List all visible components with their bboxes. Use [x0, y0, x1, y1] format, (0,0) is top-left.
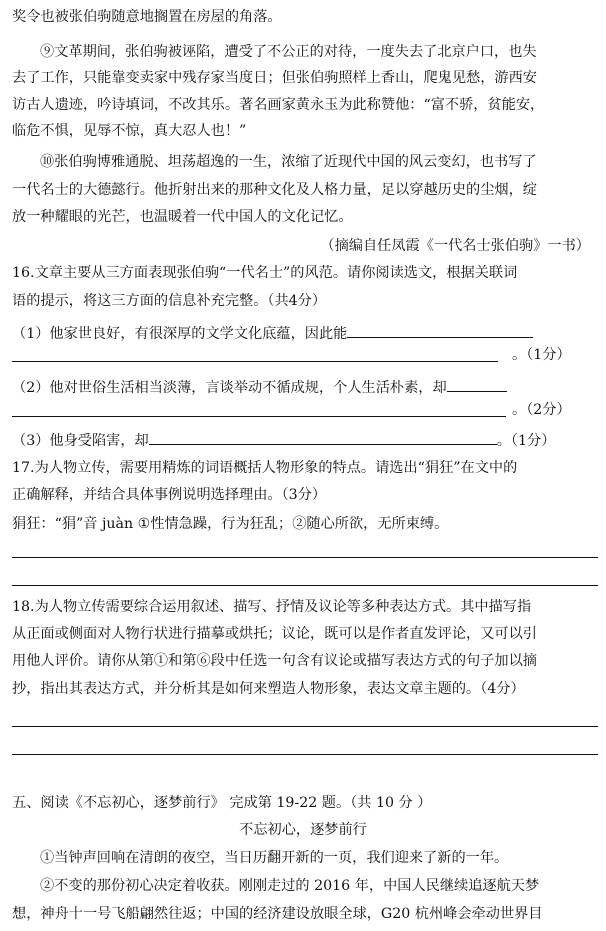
- question-17-stem: 17.为人物立传，需要用精炼的词语概括人物形象的特点。请选出“狷狂”在文中的: [12, 460, 518, 476]
- article-title: 不忘初心，逐梦前行: [239, 822, 367, 838]
- item-3-text: （3）他身受陷害，却: [12, 433, 149, 449]
- item-1-text: （1）他家世良好，有很深厚的文学文化底蕴，因此能: [12, 326, 348, 342]
- question-16-item-2: [12, 377, 600, 397]
- paragraph-10-line: 一代名士的大德懿行。他折射出来的那种文化及人格力量，足以穿越历史的尘烟，绽: [12, 182, 537, 198]
- question-18-stem: 从正面或侧面对人物行状进行描摹或烘托；议论，既可以是作者直发评论，又可以引: [12, 626, 537, 642]
- answer-line[interactable]: [12, 585, 598, 586]
- paragraph-10-line: ⑩张伯驹博雅通脱、坦荡超逸的一生，浓缩了近现代中国的风云变幻，也书写了: [40, 154, 537, 170]
- paragraph-9-line: 访古人遗迹，吟诗填词，不改其乐。著名画家黄永玉为此称赞他：“富不骄，贫能安，: [12, 97, 545, 113]
- question-16-item-1: [12, 323, 600, 343]
- item-2-text: （2）他对世俗生活相当淡薄，言谈举动不循成规，个人生活朴素，却: [12, 380, 447, 396]
- answer-blank[interactable]: [447, 377, 507, 392]
- question-16-stem: 语的提示，将这三方面的信息补充完整。（共4分）: [12, 293, 327, 309]
- answer-line[interactable]: [12, 361, 498, 362]
- paragraph-9-line: 临危不惧，见辱不惊，真大忍人也！”: [12, 123, 247, 139]
- item-1-score: 。（1分）: [512, 347, 571, 363]
- passage-source: （摘编自任凤霞《一代名士张伯驹》一书）: [320, 238, 590, 254]
- question-16-item-3: [12, 430, 600, 450]
- article-paragraph-1: ①当钟声回响在清朗的夜空，当日历翻开新的一页，我们迎来了新的一年。: [40, 850, 509, 866]
- question-16-stem: 16.文章主要从三方面表现张伯驹“一代名士”的风范。请你阅读选文，根据关联词: [12, 265, 518, 281]
- paragraph-9-line: ⑨文革期间，张伯驹被诬陷，遭受了不公正的对待，一度失去了北京户口，也失: [40, 44, 537, 60]
- answer-blank[interactable]: [149, 430, 497, 445]
- question-18-stem: 18.为人物立传需要综合运用叙述、描写、抒情及议论等多种表达方式。其中描写指: [12, 599, 532, 615]
- answer-blank[interactable]: [347, 323, 533, 338]
- paragraph-10-line: 放一种耀眼的光芒，也温暖着一代中国人的文化记忆。: [12, 209, 353, 225]
- paragraph-9-line: 去了工作，只能靠变卖家中残存家当度日；但张伯驹照样上香山，爬鬼见愁，游西安: [12, 70, 537, 86]
- answer-line[interactable]: [12, 416, 506, 417]
- article-paragraph-2-line: 想，神舟十一号飞船翩然往返；中国的经济建设放眼全球，G20 杭州峰会牵动世界目: [12, 906, 543, 922]
- question-18-stem: 抄，指出其表达方式，并分析其是如何来塑造人物形象，表达文章主题的。（4分）: [12, 681, 525, 697]
- word-definition: 狷狂：“狷”音 juàn ①性情急躁，行为狂乱；②随心所欲，无所束缚。: [12, 516, 449, 532]
- item-3-score: 。（1分）: [496, 433, 556, 449]
- answer-line[interactable]: [12, 557, 598, 558]
- answer-line[interactable]: [12, 754, 598, 755]
- question-17-stem: 正确解释，并结合具体事例说明选择理由。（3分）: [12, 487, 327, 503]
- passage-line: 奖令也被张伯驹随意地搁置在房屋的角落。: [12, 9, 282, 25]
- answer-line[interactable]: [12, 726, 598, 727]
- question-18-stem: 用他人评价。请你从第①和第⑥段中任选一句含有议论或描写表达方式的句子加以摘: [12, 653, 537, 669]
- section-5-heading: 五、阅读《不忘初心，逐梦前行》 完成第 19-22 题。（共 10 分 ）: [12, 795, 432, 811]
- item-2-score: 。（2分）: [512, 402, 571, 418]
- article-paragraph-2-line: ②不变的那份初心决定着收获。刚刚走过的 2016 年，中国人民继续追逐航天梦: [40, 878, 540, 894]
